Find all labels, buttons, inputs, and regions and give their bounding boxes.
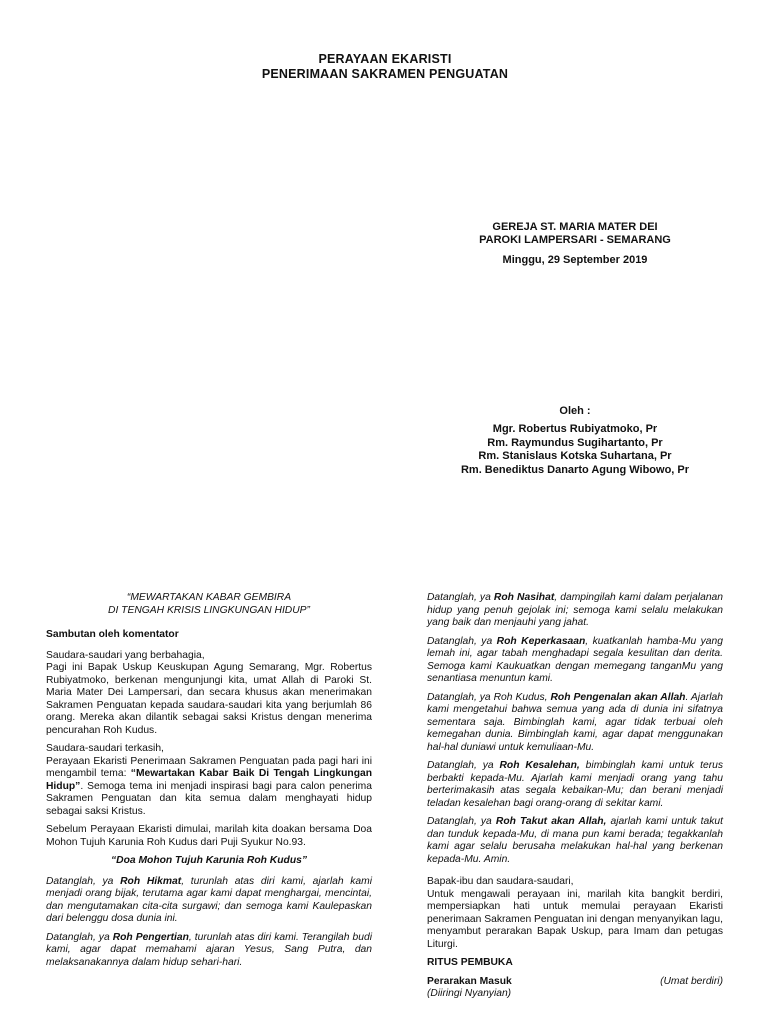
ritus-pembuka-heading: RITUS PEMBUKA xyxy=(427,957,513,968)
parish-name: PAROKI LAMPERSARI - SEMARANG xyxy=(479,234,671,246)
prayer-takut-akan-allah xyxy=(427,816,723,866)
prayer-kesalehan xyxy=(427,760,723,810)
prayer-nasihat xyxy=(427,592,723,630)
theme-line1: “MEWARTAKAN KABAR GEMBIRA xyxy=(126,592,292,603)
prayer-text: Datanglah, ya xyxy=(427,635,497,647)
theme-quote: “Mewartakan Kabar Baik Di Tengah Lingkungan Hidup” xyxy=(46,768,372,792)
rubric-diiringi: (Diiringi Nyanyian) xyxy=(427,988,512,999)
paragraph-welcome xyxy=(46,650,372,738)
prayer-text: Datanglah, ya xyxy=(46,875,121,887)
clergy-list xyxy=(375,423,768,477)
paragraph-theme xyxy=(46,743,372,818)
service-date: Minggu, 29 September 2019 xyxy=(502,254,648,266)
cover-title-line2: PENERIMAAN SAKRAMEN PENGUATAN xyxy=(261,67,509,81)
prayer-text: Datanglah, ya xyxy=(427,816,496,827)
sambutan-heading: Sambutan oleh komentator xyxy=(46,629,179,640)
left-column xyxy=(46,592,372,975)
prayer-text: Datanglah, ya xyxy=(46,931,113,943)
right-column xyxy=(427,592,723,1001)
gift-name: Roh Takut akan Allah, xyxy=(495,816,607,827)
theme-heading xyxy=(46,592,372,617)
prayer-keperkasaan xyxy=(427,636,723,686)
gift-name: Roh Nasihat xyxy=(493,592,555,603)
body-text: . Semoga tema ini menjadi inspirasi bagi para calon penerima Sakramen Penguatan dan kita semua dalam menghayati hidup sebagai saksi Kristus. xyxy=(46,780,372,817)
clergy-item: Rm. Benediktus Danarto Agung Wibowo, Pr xyxy=(460,463,690,476)
prayer-pengenalan xyxy=(427,692,723,755)
clergy-item: Rm. Raymundus Sugihartanto, Pr xyxy=(487,436,663,449)
prayer-text: Datanglah, ya xyxy=(427,760,500,771)
prayer-text: . Ajarlah kami mengetahui bahwa semua yang ada di dunia ini sifatnya sementara saja. Bimbinglah kami, agar tidak terbuai oleh kemegahan dunia. Bimbinglah kami, agar dapat menggunakan hal-hal duniawi untuk kemuliaan-Mu. xyxy=(427,691,723,753)
perarakan-row xyxy=(427,976,723,989)
clergy-item: Mgr. Robertus Rubiyatmoko, Pr xyxy=(492,423,658,435)
doa-heading: “Doa Mohon Tujuh Karunia Roh Kudus” xyxy=(110,855,307,866)
greeting: Saudara-saudari yang berbahagia, xyxy=(46,649,205,661)
greeting: Bapak-ibu dan saudara-saudari, xyxy=(427,876,574,887)
gift-name: Roh Hikmat xyxy=(120,875,182,887)
body-text: Perayaan Ekaristi Penerimaan Sakramen Penguatan pada pagi hari ini mengambil tema: xyxy=(46,755,372,779)
rubric-umat-berdiri: (Umat berdiri) xyxy=(660,975,723,987)
gift-name: Roh Pengenalan akan Allah xyxy=(550,691,686,703)
paragraph-closing xyxy=(427,876,723,951)
prayer-text: , turunlah atas diri kami. Terangilah budi kami, agar dapat memahami ajaran Yesus, Sang Putra, dan melaksanakannya dalam hidup sehari-hari. xyxy=(46,931,372,968)
prayer-text: bimbinglah kami untuk terus berbakti kepada-Mu. Ajarlah kami menjadi orang yang tahu berterimakasih atas segala kebaikan-Mu; dan berani menjadi teladan kesalehan bagi orang-orang di sekitar kami. xyxy=(427,760,723,809)
prayer-text: , turunlah atas diri kami, ajarlah kami menjadi orang bijak, terutama agar kami dapat menghargai, mencintai, dan mengutamakan cita-cita surgawi; dan semoga kami Kaulepaskan dari belenggu dosa dunia ini. xyxy=(46,875,373,924)
greeting: Saudara-saudari terkasih, xyxy=(46,743,164,754)
paragraph-prayer-intro: Sebelum Perayaan Ekaristi dimulai, marilah kita doakan bersama Doa Mohon Tujuh Karunia Roh Kudus dari Puji Syukur No.93. xyxy=(46,824,372,848)
gift-name: Roh Keperkasaan xyxy=(496,635,586,647)
oleh-label: Oleh : xyxy=(559,405,591,417)
prayer-text: , kuatkanlah hamba-Mu yang lemah ini, agar tabah menghadapi segala kesulitan dan derita. Semoga kami Kaukuatkan dengan memegang tanganMu yang senantiasa menuntun kami. xyxy=(427,635,723,684)
gift-name: Roh Kesalehan, xyxy=(499,760,580,771)
theme-line2: DI TENGAH KRISIS LINGKUNGAN HIDUP” xyxy=(108,604,310,616)
cover-title-line1: PERAYAAN EKARISTI xyxy=(318,52,452,66)
prayer-text: , dampingilah kami dalam perjalanan hidup yang penuh gejolak ini; semoga kami selalu melakukan yang baik dan menjauhi yang jahat. xyxy=(427,592,723,628)
church-name: GEREJA ST. MARIA MATER DEI xyxy=(492,221,658,233)
body-text: Untuk mengawali perayaan ini, marilah kita bangkit berdiri, mempersiapkan hati untuk memulai perayaan Ekaristi penerimaan Sakramen Penguatan ini dengan menyanyikan lagu, menyambut perarakan Bapak Uskup, para Imam dan petugas Liturgi. xyxy=(427,888,723,950)
prayer-hikmat xyxy=(46,876,372,926)
prayer-pengertian xyxy=(46,932,372,970)
perarakan-label: Perarakan Masuk xyxy=(427,975,512,987)
prayer-text: ajarlah kami untuk takut dan tunduk kepada-Mu, di mana pun kami berada; tegakkanlah kami agar selalu berusaha melakukan hal-hal yang berkenan kepada-Mu. Amin. xyxy=(427,816,723,865)
prayer-text: Datanglah, ya Roh Kudus, xyxy=(427,691,551,703)
body-text: Pagi ini Bapak Uskup Keuskupan Agung Semarang, Mgr. Robertus Rubiyatmoko, berkenan mengunjungi kita, umat Allah di Paroki St. Maria Mater Dei Lampersari, dan secara khusus akan menerimakan Sakramen Penguatan kepada saudara-saudari kita yang berjumlah 86 orang. Mereka akan dilantik sebagai saksi Kristus dengan menerima pencurahan Roh Kudus. xyxy=(46,662,372,736)
prayer-text: Datanglah, ya xyxy=(427,592,494,603)
clergy-item: Rm. Stanislaus Kotska Suhartana, Pr xyxy=(478,450,672,462)
gift-name: Roh Pengertian xyxy=(112,931,189,943)
